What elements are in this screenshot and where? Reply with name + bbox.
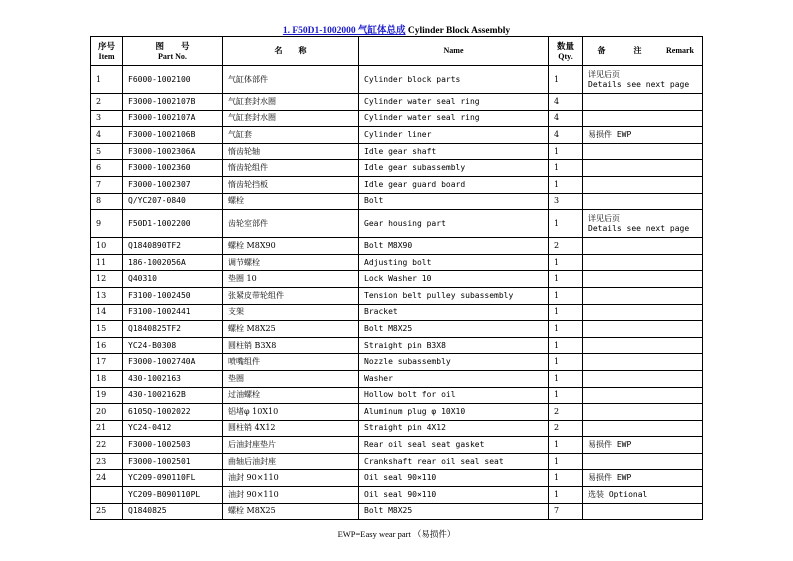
cell-qty: 4 <box>549 94 583 111</box>
cell-name-cn: 螺栓 M8X25 <box>223 321 359 338</box>
table-row <box>91 337 703 354</box>
table-header-row <box>91 37 703 66</box>
remark-line-1: 易损件 EWP <box>588 129 632 139</box>
cell-qty: 1 <box>549 271 583 288</box>
cell-item: 8 <box>91 193 123 210</box>
cell-item <box>91 487 123 504</box>
cell-name-en: Hollow bolt for oil <box>359 387 549 404</box>
table-row <box>91 176 703 193</box>
cell-part-no: F3000-1002503 <box>123 437 223 454</box>
cell-item: 14 <box>91 304 123 321</box>
cell-part-no: F3100-1002441 <box>123 304 223 321</box>
cell-remark <box>583 110 703 127</box>
cell-name-cn: 齿轮室部件 <box>223 210 359 238</box>
cell-item: 7 <box>91 176 123 193</box>
cell-remark <box>583 304 703 321</box>
table-row <box>91 321 703 338</box>
cell-name-en: Cylinder water seal ring <box>359 110 549 127</box>
cell-item: 10 <box>91 238 123 255</box>
cell-qty: 1 <box>549 370 583 387</box>
table-body <box>91 66 703 520</box>
cell-name-en: Lock Washer 10 <box>359 271 549 288</box>
cell-remark <box>583 337 703 354</box>
cell-name-en: Bolt M8X25 <box>359 321 549 338</box>
cell-item: 19 <box>91 387 123 404</box>
cell-item: 6 <box>91 160 123 177</box>
cell-remark <box>583 254 703 271</box>
cell-name-cn: 惰齿轮挡板 <box>223 176 359 193</box>
cell-part-no: F3000-1002360 <box>123 160 223 177</box>
cell-qty: 1 <box>549 254 583 271</box>
cell-name-en: Bolt M8X90 <box>359 238 549 255</box>
cell-part-no: F3000-1002740A <box>123 354 223 371</box>
cell-part-no: F3100-1002450 <box>123 287 223 304</box>
cell-remark <box>583 404 703 421</box>
cell-qty: 1 <box>549 487 583 504</box>
document-title <box>0 22 793 36</box>
cell-qty: 2 <box>549 404 583 421</box>
cell-remark <box>583 193 703 210</box>
cell-item: 11 <box>91 254 123 271</box>
cell-name-cn: 气缸套封水圈 <box>223 110 359 127</box>
table-row <box>91 503 703 520</box>
table-row <box>91 66 703 94</box>
cell-part-no: F3000-1002306A <box>123 143 223 160</box>
cell-name-cn: 圆柱销 B3X8 <box>223 337 359 354</box>
header-name-en: Name <box>359 37 549 66</box>
cell-name-cn: 过油螺栓 <box>223 387 359 404</box>
remark-line-1: 选装 Optional <box>588 489 648 499</box>
cell-remark <box>583 143 703 160</box>
cell-qty: 1 <box>549 304 583 321</box>
cell-name-cn: 垫圈 <box>223 370 359 387</box>
cell-item: 4 <box>91 127 123 144</box>
cell-name-en: Straight pin 4X12 <box>359 420 549 437</box>
table-row <box>91 143 703 160</box>
cell-name-en: Washer <box>359 370 549 387</box>
table-row <box>91 238 703 255</box>
cell-name-en: Rear oil seal seat gasket <box>359 437 549 454</box>
table-row <box>91 470 703 487</box>
cell-remark <box>583 387 703 404</box>
table-row <box>91 487 703 504</box>
cell-name-cn: 气缸体部件 <box>223 66 359 94</box>
remark-line-1: 详见后页 <box>588 69 620 79</box>
cell-part-no: YC209-B090110PL <box>123 487 223 504</box>
cell-item: 21 <box>91 420 123 437</box>
cell-name-cn: 惰齿轮组件 <box>223 160 359 177</box>
cell-name-en: Bracket <box>359 304 549 321</box>
cell-remark <box>583 370 703 387</box>
cell-remark <box>583 487 703 504</box>
cell-item: 2 <box>91 94 123 111</box>
cell-qty: 4 <box>549 110 583 127</box>
cell-remark <box>583 271 703 288</box>
header-name-cn: 名 称 <box>223 37 359 66</box>
cell-qty: 1 <box>549 337 583 354</box>
remark-line-2: Details see next page <box>588 79 690 89</box>
footer-note: EWP=Easy wear part （易损件） <box>337 529 456 539</box>
cell-name-en: Cylinder liner <box>359 127 549 144</box>
table-row <box>91 210 703 238</box>
cell-item: 9 <box>91 210 123 238</box>
cell-part-no: 6105Q-1002022 <box>123 404 223 421</box>
remark-line-2: Details see next page <box>588 223 690 233</box>
cell-name-cn: 圆柱销 4X12 <box>223 420 359 437</box>
table-row <box>91 271 703 288</box>
table-row <box>91 110 703 127</box>
cell-name-en: Nozzle subassembly <box>359 354 549 371</box>
cell-part-no: Q40310 <box>123 271 223 288</box>
cell-item: 1 <box>91 66 123 94</box>
remark-line-1: 易损件 EWP <box>588 473 632 483</box>
cell-name-en: Oil seal 90×110 <box>359 487 549 504</box>
cell-item: 20 <box>91 404 123 421</box>
cell-name-en: Tension belt pulley subassembly <box>359 287 549 304</box>
cell-part-no: Q1840890TF2 <box>123 238 223 255</box>
cell-qty: 1 <box>549 66 583 94</box>
cell-part-no: Q1840825 <box>123 503 223 520</box>
table-row <box>91 287 703 304</box>
cell-item: 22 <box>91 437 123 454</box>
cell-part-no: F3000-1002501 <box>123 453 223 470</box>
cell-name-en: Oil seal 90×110 <box>359 470 549 487</box>
cell-qty: 1 <box>549 437 583 454</box>
header-item: 序号 Item <box>91 37 123 66</box>
cell-part-no: F50D1-1002200 <box>123 210 223 238</box>
header-qty: 数量 Qty. <box>549 37 583 66</box>
cell-part-no: YC24-B0308 <box>123 337 223 354</box>
cell-qty: 1 <box>549 321 583 338</box>
header-part-no: 图 号 Part No. <box>123 37 223 66</box>
cell-item: 15 <box>91 321 123 338</box>
cell-remark <box>583 437 703 454</box>
cell-name-cn: 油封 90×110 <box>223 487 359 504</box>
cell-name-cn: 铝堵φ 10X10 <box>223 404 359 421</box>
table-row <box>91 127 703 144</box>
cell-part-no: F3000-1002107B <box>123 94 223 111</box>
cell-name-cn: 油封 90×110 <box>223 470 359 487</box>
cell-item: 5 <box>91 143 123 160</box>
cell-part-no: F6000-1002100 <box>123 66 223 94</box>
cell-name-en: Gear housing part <box>359 210 549 238</box>
cell-name-en: Bolt M8X25 <box>359 503 549 520</box>
cell-qty: 2 <box>549 238 583 255</box>
cell-name-en: Crankshaft rear oil seal seat <box>359 453 549 470</box>
cell-qty: 1 <box>549 176 583 193</box>
table-row <box>91 437 703 454</box>
cell-remark <box>583 453 703 470</box>
cell-name-en: Cylinder water seal ring <box>359 94 549 111</box>
remark-line-1: 详见后页 <box>588 213 620 223</box>
cell-remark <box>583 238 703 255</box>
cell-qty: 1 <box>549 453 583 470</box>
cell-part-no: Q1840825TF2 <box>123 321 223 338</box>
cell-name-cn: 惰齿轮轴 <box>223 143 359 160</box>
cell-item: 18 <box>91 370 123 387</box>
cell-name-en: Idle gear subassembly <box>359 160 549 177</box>
cell-qty: 4 <box>549 127 583 144</box>
cell-name-cn: 气缸套封水圈 <box>223 94 359 111</box>
cell-remark <box>583 354 703 371</box>
parts-table <box>90 36 703 520</box>
cell-name-en: Aluminum plug φ 10X10 <box>359 404 549 421</box>
cell-qty: 1 <box>549 470 583 487</box>
cell-qty: 2 <box>549 420 583 437</box>
table-row <box>91 160 703 177</box>
cell-item: 17 <box>91 354 123 371</box>
cell-part-no: F3000-1002307 <box>123 176 223 193</box>
cell-item: 3 <box>91 110 123 127</box>
table-row <box>91 304 703 321</box>
table-row <box>91 254 703 271</box>
cell-qty: 1 <box>549 387 583 404</box>
cell-name-en: Idle gear shaft <box>359 143 549 160</box>
cell-part-no: Q/YC207-0840 <box>123 193 223 210</box>
cell-part-no: F3000-1002107A <box>123 110 223 127</box>
table-row <box>91 420 703 437</box>
cell-part-no: F3000-1002106B <box>123 127 223 144</box>
cell-remark <box>583 470 703 487</box>
cell-remark <box>583 321 703 338</box>
table-row <box>91 370 703 387</box>
table-row <box>91 404 703 421</box>
cell-qty: 1 <box>549 287 583 304</box>
cell-name-en: Adjusting bolt <box>359 254 549 271</box>
cell-item: 12 <box>91 271 123 288</box>
cell-qty: 7 <box>549 503 583 520</box>
table-row <box>91 94 703 111</box>
cell-item: 24 <box>91 470 123 487</box>
cell-name-cn: 支架 <box>223 304 359 321</box>
cell-item: 13 <box>91 287 123 304</box>
cell-item: 16 <box>91 337 123 354</box>
cell-name-cn: 螺栓 M8X25 <box>223 503 359 520</box>
cell-name-en: Cylinder block parts <box>359 66 549 94</box>
cell-qty: 1 <box>549 143 583 160</box>
assembly-code-link[interactable]: 1. F50D1-1002000 气缸体总成 <box>282 26 406 36</box>
cell-remark <box>583 210 703 238</box>
cell-name-cn: 垫圈 10 <box>223 271 359 288</box>
table-row <box>91 453 703 470</box>
cell-remark <box>583 66 703 94</box>
cell-item: 25 <box>91 503 123 520</box>
cell-remark <box>583 176 703 193</box>
cell-name-cn: 张紧皮带轮组件 <box>223 287 359 304</box>
cell-part-no: 430-1002163 <box>123 370 223 387</box>
header-remark: 备 注 Remark <box>583 37 703 66</box>
cell-remark <box>583 94 703 111</box>
cell-qty: 1 <box>549 160 583 177</box>
cell-name-cn: 螺栓 M8X90 <box>223 238 359 255</box>
cell-qty: 1 <box>549 354 583 371</box>
cell-part-no: YC209-090110FL <box>123 470 223 487</box>
cell-part-no: 430-1002162B <box>123 387 223 404</box>
table-row <box>91 193 703 210</box>
cell-remark <box>583 160 703 177</box>
cell-name-en: Idle gear guard board <box>359 176 549 193</box>
cell-name-cn: 气缸套 <box>223 127 359 144</box>
table-row <box>91 387 703 404</box>
cell-qty: 1 <box>549 210 583 238</box>
cell-qty: 3 <box>549 193 583 210</box>
cell-name-cn: 螺栓 <box>223 193 359 210</box>
table-row <box>91 354 703 371</box>
cell-name-en: Bolt <box>359 193 549 210</box>
cell-part-no: 186-1002056A <box>123 254 223 271</box>
cell-name-cn: 喷嘴组件 <box>223 354 359 371</box>
cell-name-cn: 调节螺栓 <box>223 254 359 271</box>
cell-item: 23 <box>91 453 123 470</box>
remark-line-1: 易损件 EWP <box>588 440 632 450</box>
cell-remark <box>583 287 703 304</box>
cell-name-cn: 后油封座垫片 <box>223 437 359 454</box>
assembly-name-english: Cylinder Block Assembly <box>407 26 511 36</box>
cell-remark <box>583 420 703 437</box>
cell-name-cn: 曲轴后油封座 <box>223 453 359 470</box>
cell-remark <box>583 127 703 144</box>
cell-name-en: Straight pin B3X8 <box>359 337 549 354</box>
cell-remark <box>583 503 703 520</box>
cell-part-no: YC24-0412 <box>123 420 223 437</box>
